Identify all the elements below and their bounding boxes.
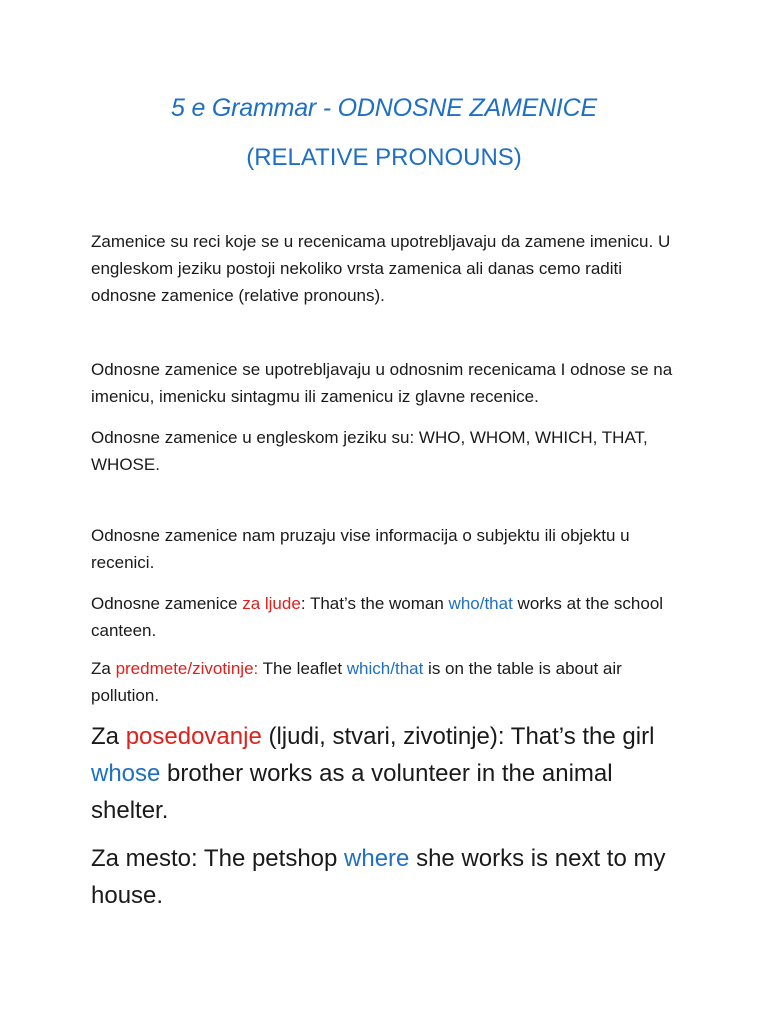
people-category: za ljude [242,594,301,613]
intro-paragraph: Zamenice su reci koje se u recenicama upotrebljavaju da zamene imenicu. U engleskom jeziku postoji nekoliko vrsta zamenica ali danas cemo raditi odnosne zamenice (relative pronouns). [91,232,671,305]
place-example [91,840,691,914]
people-suffix: works at the school canteen. [91,594,664,640]
things-suffix: is on the table is about air pollution. [91,659,622,705]
possession-example [91,718,691,829]
things-middle: The leaflet [258,659,347,678]
pronoun-list-paragraph: Odnosne zamenice u engleskom jeziku su: WHO, WHOM, WHICH, THAT, WHOSE. [91,428,648,474]
usage-paragraph: Odnosne zamenice se upotrebljavaju u odnosnim recenicama I odnose se na imenicu, imenicku sintagmu ili zamenicu iz glavne recenice. [91,360,673,406]
possession-pronoun: whose [91,760,161,787]
things-example [91,655,691,709]
things-category: predmete/zivotinje: [115,659,259,678]
possession-middle: (ljudi, stvari, zivotinje): That’s the girl [261,723,655,750]
information-paragraph: Odnosne zamenice nam pruzaju vise informacija o subjektu ili objektu u recenici. [91,526,630,572]
place-suffix: she works is next to my house. [91,845,666,909]
people-prefix: Odnosne zamenice [91,594,243,613]
people-middle: : That’s the woman [300,594,449,613]
people-example [91,590,691,644]
page-title: 5 e Grammar - ODNOSNE ZAMENICE [171,94,597,122]
possession-category: posedovanje [125,723,262,750]
possession-suffix: brother works as a volunteer in the animal shelter. [91,760,613,824]
things-pronoun: which/that [346,659,424,678]
things-prefix: Za [91,659,116,678]
page-subtitle: (RELATIVE PRONOUNS) [246,144,522,171]
possession-prefix: Za [91,723,126,750]
people-pronoun: who/that [448,594,513,613]
place-prefix: Za mesto: The petshop [91,845,345,872]
place-pronoun: where [344,845,410,872]
